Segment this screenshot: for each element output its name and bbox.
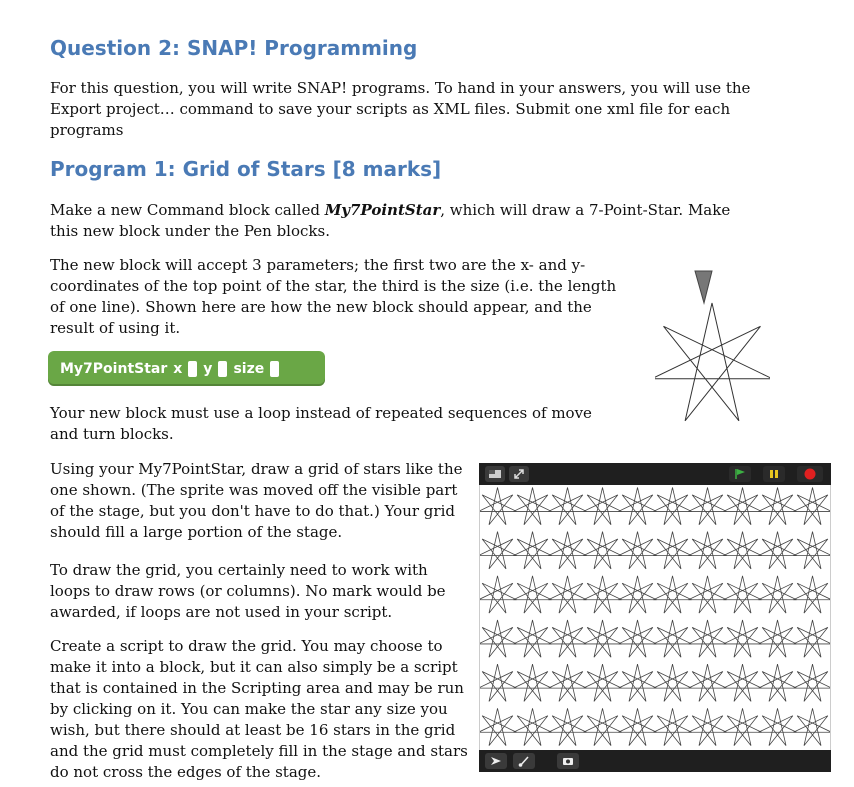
grid-star [548, 487, 586, 524]
loop-paragraph: Your new block must use a loop instead of repeated sequences of move and turn blocks. [50, 404, 592, 443]
grid-star [618, 487, 656, 524]
grid-star [653, 576, 691, 613]
block-x-label: x [173, 360, 183, 377]
grid-star [793, 708, 830, 745]
grid-star [548, 576, 586, 613]
grid-star [793, 664, 830, 701]
grid-star [723, 664, 761, 701]
grid-star [723, 576, 761, 613]
star-grid [480, 485, 830, 750]
grid-star [480, 576, 517, 613]
question-heading: Question 2: SNAP! Programming [50, 36, 418, 60]
grid-star [548, 664, 586, 701]
rows-paragraph: To draw the grid, you certainly need to work with loops to draw rows (or columns). No mark would be awarded, if loops are not used in your script. [50, 561, 446, 621]
grid-star [513, 532, 551, 569]
intro-paragraph: For this question, you will write SNAP! programs. To hand in your answers, you will use the Export project… command to save your scripts as XML files. Submit one xml file for each programs [50, 79, 751, 139]
grid-star [793, 487, 830, 524]
grid-star [618, 576, 656, 613]
grid-star [723, 708, 761, 745]
grid-star [793, 620, 830, 657]
block-size-label: size [233, 360, 265, 377]
grid-star [583, 532, 621, 569]
params-paragraph: The new block will accept 3 parameters; the first two are the x- and y-coordinates of the top point of the star, the third is the size (i.e. the length of one line). Shown here are how the new block should appear, and the result of using it. [50, 256, 617, 337]
block-paragraph-post: , which will draw a 7-Point-Star. Make this new block under the Pen blocks. [50, 201, 731, 240]
stage-canvas[interactable] [479, 485, 831, 750]
grid-star [583, 487, 621, 524]
y-slot[interactable] [218, 361, 227, 377]
grid-star [618, 708, 656, 745]
seven-point-star [655, 303, 770, 421]
script-paragraph: Create a script to draw the grid. You may choose to make it into a block, but it can also simply be a script that is contained in the Scripting area and may be run by clicking on it. You can make the star any size you wish, but there should at least be 16 stars in the grid and the grid must completely fill in the stage and stars do not cross the edges of the stage. [50, 637, 468, 781]
grid-star [793, 576, 830, 613]
grid-star [653, 532, 691, 569]
grid-star [480, 532, 517, 569]
stop-button[interactable] [797, 466, 823, 482]
grid-star [548, 708, 586, 745]
grid-star [618, 620, 656, 657]
block-name-label: My7PointStar [60, 360, 168, 377]
my7pointstar-block[interactable] [48, 351, 325, 386]
brush-icon [518, 755, 530, 767]
grid-star [618, 532, 656, 569]
grid-star [793, 532, 830, 569]
grid-star [513, 664, 551, 701]
pause-icon [769, 469, 779, 479]
grid-star [583, 620, 621, 657]
grid-star [618, 664, 656, 701]
green-flag-icon [734, 468, 746, 480]
paint-new-sprite-button[interactable] [513, 753, 535, 769]
grid-star [513, 487, 551, 524]
grid-star [583, 664, 621, 701]
grid-star [758, 487, 796, 524]
grid-star [480, 487, 517, 524]
grid-star [480, 620, 517, 657]
grid-star [480, 664, 517, 701]
grid-star [758, 708, 796, 745]
grid-star [653, 487, 691, 524]
grid-star [513, 708, 551, 745]
grid-star [758, 664, 796, 701]
grid-star [688, 487, 726, 524]
grid-star [723, 487, 761, 524]
stage-size-toggle-button[interactable] [485, 466, 505, 482]
grid-star [653, 664, 691, 701]
star-outline [655, 303, 770, 421]
grid-star [688, 708, 726, 745]
pause-button[interactable] [763, 466, 785, 482]
grid-star [758, 532, 796, 569]
grid-star [688, 532, 726, 569]
grid-star [688, 576, 726, 613]
new-turtle-sprite-button[interactable] [485, 753, 507, 769]
stage-top-bar [479, 463, 831, 485]
block-paragraph [50, 200, 750, 242]
grid-star [723, 532, 761, 569]
grid-star [513, 576, 551, 613]
grid-star [548, 620, 586, 657]
presentation-mode-button[interactable] [509, 466, 529, 482]
x-slot[interactable] [188, 361, 197, 377]
block-paragraph-pre: Make a new Command block called [50, 201, 325, 219]
seven-point-star-example [655, 265, 770, 435]
turtle-arrow-icon [490, 756, 502, 766]
grid-star [653, 620, 691, 657]
camera-icon [562, 756, 574, 766]
size-slot[interactable] [270, 361, 279, 377]
grid-star [688, 620, 726, 657]
block-paragraph-name: My7PointStar [324, 201, 441, 219]
grid-star [583, 708, 621, 745]
green-flag-button[interactable] [729, 466, 751, 482]
grid-star [480, 708, 517, 745]
grid-star [548, 532, 586, 569]
grid-intro-paragraph: Using your My7PointStar, draw a grid of stars like the one shown. (The sprite was moved off the visible part of the stage, but you don't have to do that.) Your grid should fill a large portion of the stage. [50, 460, 463, 541]
expand-icon [514, 469, 524, 479]
grid-star [758, 576, 796, 613]
grid-star [758, 620, 796, 657]
grid-star [723, 620, 761, 657]
stop-icon [804, 468, 816, 480]
stage-size-icon [489, 470, 501, 478]
program-heading: Program 1: Grid of Stars [8 marks] [50, 157, 442, 181]
block-y-label: y [203, 360, 213, 377]
take-camera-snapshot-button[interactable] [557, 753, 579, 769]
arrow-sprite-icon [695, 271, 712, 303]
grid-star [653, 708, 691, 745]
grid-star [688, 664, 726, 701]
snap-stage [479, 463, 831, 772]
sprite-corral-bar [479, 750, 831, 772]
grid-star [513, 620, 551, 657]
grid-star [583, 576, 621, 613]
